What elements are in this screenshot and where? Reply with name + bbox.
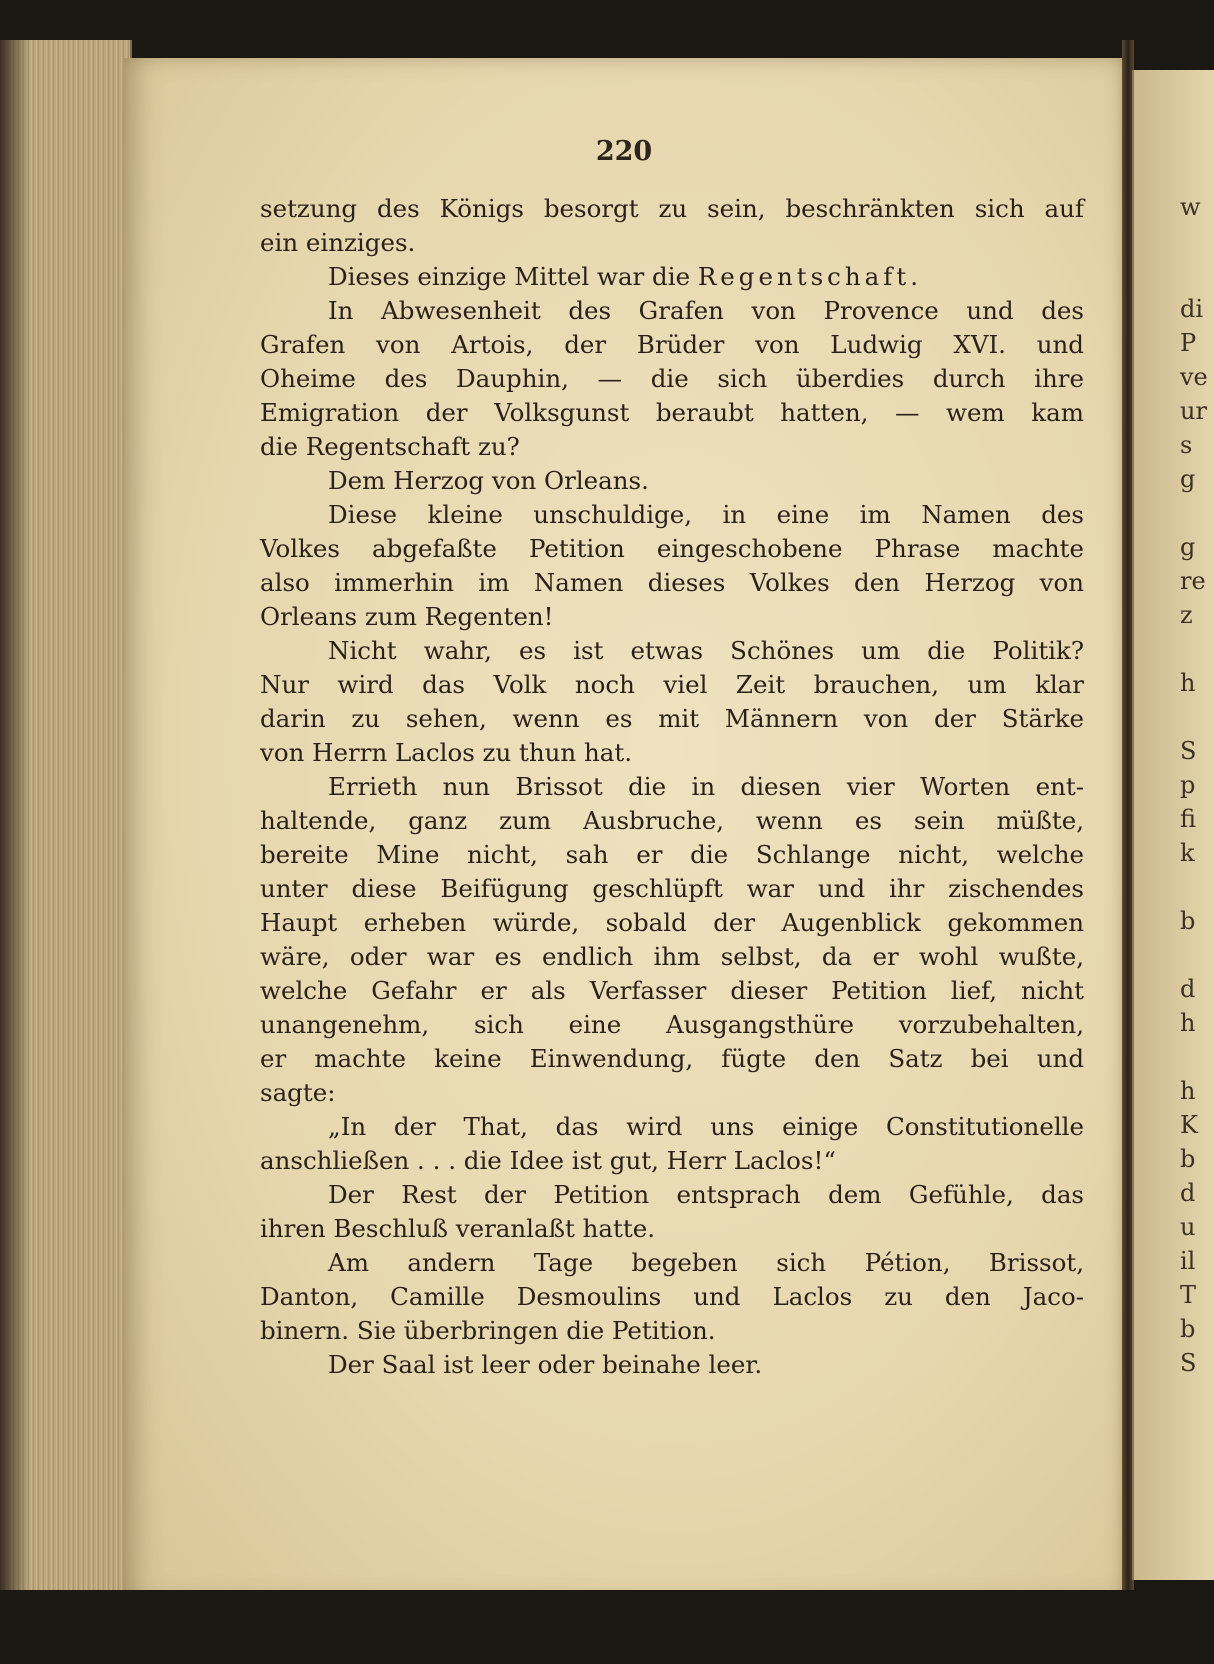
facing-page-fragment — [1180, 938, 1208, 972]
text-line: In Abwesenheit des Grafen von Provence und des — [328, 296, 1084, 325]
text-line: ein einziges. — [260, 228, 416, 257]
facing-page-fragment: ur — [1180, 397, 1207, 425]
facing-page-fragment: di — [1180, 295, 1204, 323]
facing-page-fragment — [1180, 1040, 1208, 1074]
facing-page-fragment: b — [1180, 1145, 1196, 1173]
text-line: Haupt erheben würde, sobald der Augenblick gekommen — [260, 908, 1084, 937]
facing-page-fragment: z — [1180, 601, 1193, 629]
facing-page-fragment: S — [1180, 1349, 1197, 1377]
text-line: „In der That, das wird uns einige Constitutionelle — [328, 1112, 1084, 1141]
facing-page-fragment: g — [1180, 533, 1196, 561]
text-line: unangenehm, sich eine Ausgangsthüre vorzubehalten, — [260, 1010, 1084, 1039]
text-line: also immerhin im Namen dieses Volkes den Herzog von — [260, 568, 1084, 597]
facing-page-fragment: T — [1180, 1281, 1197, 1309]
facing-page-fragment: w — [1180, 193, 1201, 221]
facing-page-fragment: k — [1180, 839, 1195, 867]
text-line: wäre, oder war es endlich ihm selbst, da er wohl wußte, — [260, 942, 1084, 971]
text-line: von Herrn Laclos zu thun hat. — [260, 738, 633, 767]
facing-page-fragment: S — [1180, 737, 1197, 765]
facing-page-fragment — [1180, 224, 1208, 258]
text-line: Diese kleine unschuldige, in eine im Namen des — [328, 500, 1084, 529]
facing-page-fragment: fi — [1180, 805, 1197, 833]
facing-page-fragment: d — [1180, 975, 1196, 1003]
facing-page-fragment: p — [1180, 771, 1196, 799]
text-line: unter diese Beifügung geschlüpft war und ihr zischendes — [260, 874, 1084, 903]
facing-page-fragment: il — [1180, 1247, 1196, 1275]
facing-page-fragment — [1180, 258, 1208, 292]
text-line: Emigration der Volksgunst beraubt hatten, — wem kam — [260, 398, 1084, 427]
text-line: Nur wird das Volk noch viel Zeit brauchen, um klar — [260, 670, 1084, 699]
text-line: Nicht wahr, es ist etwas Schönes um die Politik? — [328, 636, 1084, 665]
page-text — [260, 192, 1084, 1382]
book-page — [124, 58, 1124, 1598]
facing-page-fragment: u — [1180, 1213, 1196, 1241]
facing-page-fragment — [1180, 700, 1208, 734]
text-line: welche Gefahr er als Verfasser dieser Petition lief, nicht — [260, 976, 1084, 1005]
text-line: sagte: — [260, 1078, 336, 1107]
facing-page-fragment: re — [1180, 567, 1206, 595]
facing-page-fragment — [1180, 496, 1208, 530]
text-line: Dem Herzog von Orleans. — [328, 466, 649, 495]
facing-page-fragment: h — [1180, 669, 1196, 697]
text-line: Orleans zum Regenten! — [260, 602, 554, 631]
page-edges-shadow — [0, 40, 30, 1600]
bottom-background — [0, 1590, 1197, 1664]
text-line: Oheime des Dauphin, — die sich überdies durch ihre — [260, 364, 1084, 393]
text-line — [260, 260, 1084, 294]
text-line: Der Rest der Petition entsprach dem Gefühle, das — [328, 1180, 1084, 1209]
text-line: Volkes abgefaßte Petition eingeschobene Phrase machte — [260, 534, 1084, 563]
text-line: die Regentschaft zu? — [260, 432, 520, 461]
facing-page-fragment: K — [1180, 1111, 1198, 1139]
text-line: ihren Beschluß veranlaßt hatte. — [260, 1214, 655, 1243]
facing-page-fragment: h — [1180, 1009, 1196, 1037]
text-line: anschließen . . . die Idee ist gut, Herr Laclos!“ — [260, 1146, 836, 1175]
text-line: Grafen von Artois, der Brüder von Ludwig XVI. und — [260, 330, 1084, 359]
text-fragment: Dieses einzige Mittel war die — [328, 262, 698, 291]
page-number: 220 — [595, 136, 653, 167]
text-line: Der Saal ist leer oder beinahe leer. — [328, 1350, 763, 1379]
emphasized-word: Regentschaft — [697, 262, 911, 291]
facing-page-fragment: P — [1180, 329, 1197, 357]
facing-page-fragment: ve — [1180, 363, 1208, 391]
facing-page-text — [1180, 190, 1208, 1380]
text-line: bereite Mine nicht, sah er die Schlange nicht, welche — [260, 840, 1084, 869]
text-line: haltende, ganz zum Ausbruche, wenn es sein müßte, — [260, 806, 1084, 835]
text-line: binern. Sie überbringen die Petition. — [260, 1316, 716, 1345]
facing-page-fragment — [1180, 870, 1208, 904]
text-line: darin zu sehen, wenn es mit Männern von der Stärke — [260, 704, 1084, 733]
facing-page-fragment: b — [1180, 907, 1196, 935]
text-line: Danton, Camille Desmoulins und Laclos zu den Jaco- — [260, 1282, 1084, 1311]
text-line: er machte keine Einwendung, fügte den Satz bei und — [260, 1044, 1084, 1073]
facing-page-fragment: g — [1180, 465, 1196, 493]
facing-page-fragment: d — [1180, 1179, 1196, 1207]
text-line: setzung des Königs besorgt zu sein, beschränkten sich auf — [260, 194, 1084, 223]
facing-page-fragment: s — [1180, 431, 1193, 459]
facing-page-fragment: b — [1180, 1315, 1196, 1343]
text-fragment: . — [910, 262, 919, 291]
facing-page-fragment: h — [1180, 1077, 1196, 1105]
facing-page-fragment — [1180, 632, 1208, 666]
text-line: Am andern Tage begeben sich Pétion, Brissot, — [328, 1248, 1084, 1277]
text-line: Errieth nun Brissot die in diesen vier Worten ent- — [328, 772, 1084, 801]
